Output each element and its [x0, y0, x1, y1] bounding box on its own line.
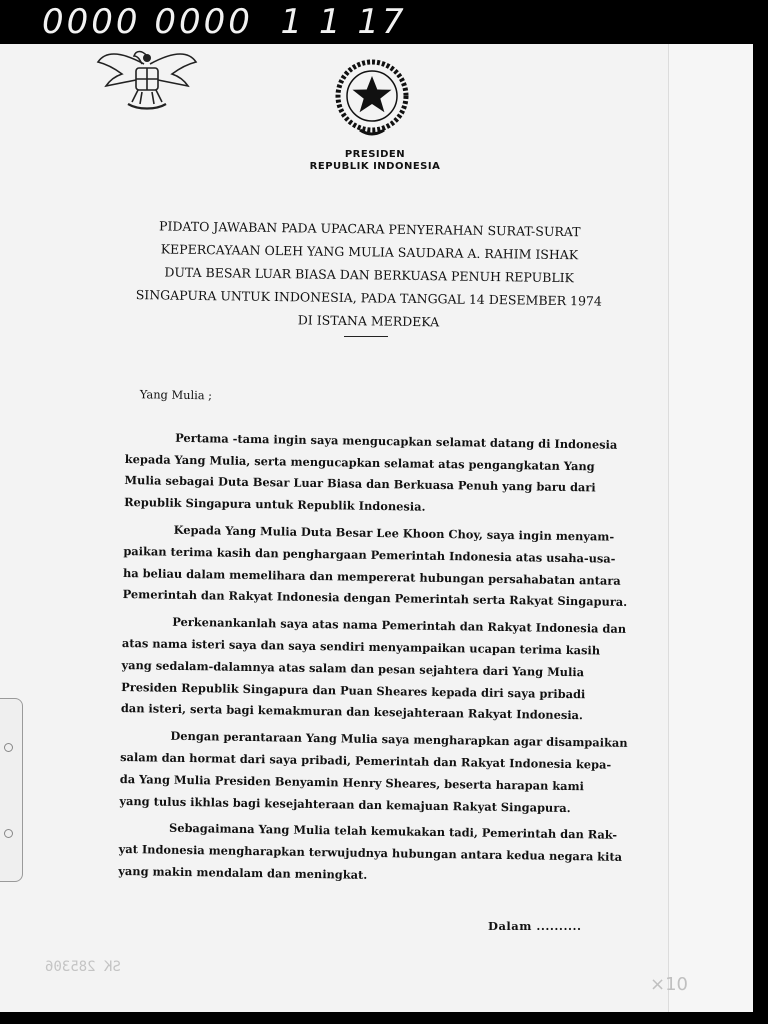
paragraph-line: Sebagaimana Yang Mulia telah kemukakan tadi, Pemerintah dan Rak-	[168, 821, 618, 843]
punch-hole	[4, 829, 13, 838]
paragraph-line: yang tulus ikhlas bagi kesejahteraan dan kemajuan Rakyat Singapura.	[119, 793, 571, 815]
presidential-star-icon	[330, 56, 414, 140]
frame-mark: ×10	[650, 974, 688, 995]
paragraph-line: Republik Singapura untuk Republik Indonesia.	[124, 495, 426, 514]
paragraph-line: atas nama isteri saya dan saya sendiri menyampaikan ucapan terima kasih	[121, 635, 601, 658]
paragraph-line: ha beliau dalam memelihara dan mempererat hubungan persahabatan antara	[122, 565, 621, 588]
paragraph-line: Perkenankanlah saya atas nama Pemerintah dan Rakyat Indonesia dan	[172, 614, 627, 637]
binder-tab	[0, 698, 23, 882]
speech-body	[118, 384, 628, 895]
film-bottom-edge	[0, 1012, 768, 1024]
paragraph-line: Dengan perantaraan Yang Mulia saya mengharapkan agar disampaikan	[170, 728, 628, 751]
paragraph-line: salam dan hormat dari saya pribadi, Pemerintah dan Rakyat Indonesia kepa-	[120, 749, 612, 772]
letterhead-title-line: REPUBLIK INDONESIA	[309, 161, 441, 172]
paragraph	[118, 817, 623, 890]
paragraph-line: Presiden Republik Singapura dan Puan Sheares kepada diri saya pribadi	[121, 679, 586, 701]
speech-heading	[128, 214, 610, 336]
paragraph-line: dan isteri, serta bagi kemakmuran dan kesejahteraan Rakyat Indonesia.	[120, 701, 584, 723]
paragraph-line: yang makin mendalam dan meningkat.	[118, 863, 368, 882]
page-edge-shadow	[668, 44, 753, 1012]
heading-line: SINGAPURA UNTUK INDONESIA, PADA TANGGAL 14 DESEMBER 1974	[135, 287, 603, 309]
paragraph-line: da Yang Mulia Presiden Benyamin Henry Sheares, beserta harapan kami	[119, 771, 585, 793]
paragraph	[120, 611, 627, 728]
heading-line: DUTA BESAR LUAR BIASA DAN BERKUASA PENUH REPUBLIK	[164, 264, 575, 286]
paragraph-line: paikan terima kasih dan penghargaan Pemerintah Indonesia atas usaha-usa-	[123, 543, 616, 566]
paragraph-line: Pemerintah dan Rakyat Indonesia dengan Pemerintah serta Rakyat Singapura.	[122, 587, 628, 610]
garuda-emblem-icon	[92, 44, 202, 114]
paragraph-line: Pertama -tama ingin saya mengucapkan selamat datang di Indonesia	[175, 430, 618, 452]
punch-hole	[4, 743, 13, 752]
heading-line: DI ISTANA MERDEKA	[297, 312, 440, 330]
paragraph	[124, 427, 620, 522]
document-page	[0, 44, 752, 1012]
paragraph-line: Mulia sebagai Duta Besar Luar Biasa dan Berkuasa Penuh yang baru dari	[124, 473, 596, 495]
heading-divider	[344, 336, 388, 337]
page-continuation: Dalam ..........	[488, 919, 582, 933]
letterhead-title	[290, 149, 460, 173]
paragraph-line: kepada Yang Mulia, serta mengucapkan selamat atas pengangkatan Yang	[124, 451, 595, 473]
heading-line: PIDATO JAWABAN PADA UPACARA PENYERAHAN SURAT-SURAT	[158, 218, 581, 240]
film-strip	[0, 0, 768, 44]
paragraph	[122, 519, 628, 614]
serial-number: SK 285306	[45, 959, 121, 975]
heading-line: KEPERCAYAAN OLEH YANG MULIA SAUDARA A. RAHIM ISHAK	[160, 241, 579, 263]
letterhead-title-line: PRESIDEN	[344, 149, 406, 160]
paragraph	[119, 725, 628, 820]
salutation: Yang Mulia ;	[139, 387, 213, 403]
paragraph-line: yang sedalam-dalamnya atas salam dan pesan sejahtera dari Yang Mulia	[121, 657, 585, 679]
paragraph-line: yat Indonesia mengharapkan terwujudnya hubungan antara kedua negara kita	[118, 842, 623, 864]
film-frame-code: 0000 0000 1 1 17	[42, 2, 407, 42]
paragraph-line: Kepada Yang Mulia Duta Besar Lee Khoon Choy, saya ingin menyam-	[173, 522, 615, 544]
